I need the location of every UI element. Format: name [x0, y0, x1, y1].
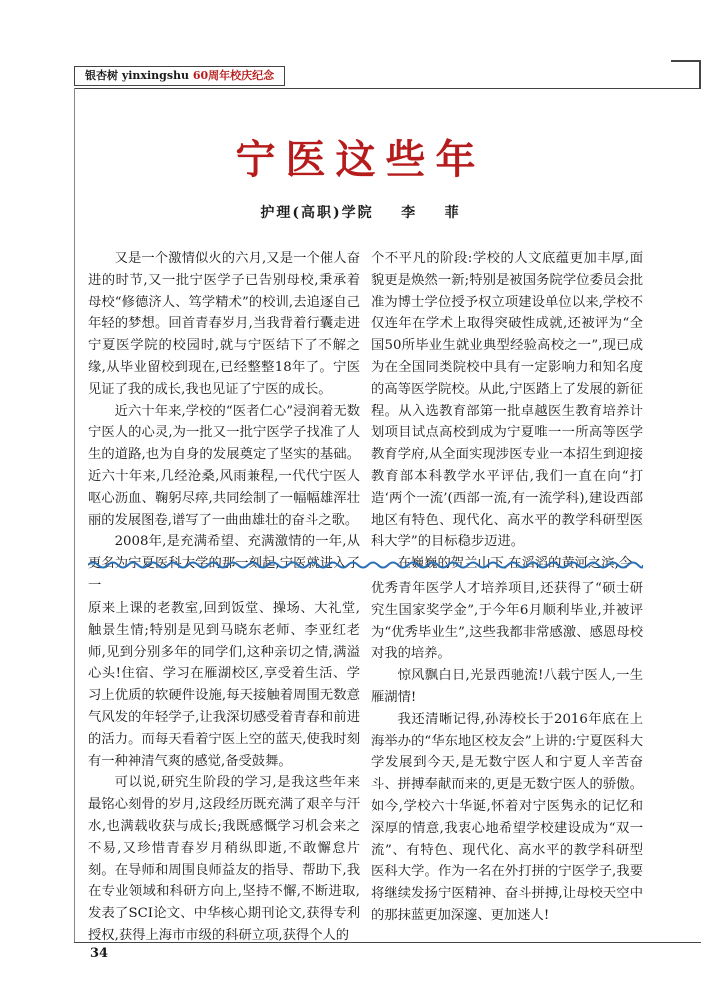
paragraph: 我还清晰记得,孙涛校长于2016年底在上海举办的“华东地区校友会”上讲的:宁夏医科大学发展到今天,是无数宁医人和宁夏人辛苦奋斗、拼搏奉献而来的,更是无数宁医人的骄傲。如今,学校六十华诞,怀着对宁医隽永的记忆和深厚的情意,我衷心地希望学校建设成为“双一流”、有特色、现代化、高水平的教学科研型医科大学。作为一名在外打拼的宁医学子,我要将继续发扬宁医精神、奋斗拼搏,让母校天空中的那抹蓝更加深邃、更加迷人!: [371, 711, 643, 923]
journal-pinyin: yinxingshu: [121, 69, 190, 82]
paragraph: 原来上课的老教室,回到饭堂、操场、大礼堂,触景生情;特别是见到马晓东老师、李亚红老师,见到分别多年的同学们,这种亲切之情,满溢心头!住宿、学习在雁湖校区,享受着生活、学习上优质的软硬件设施,每天接触着周围无数意气风发的年轻学子,让我深切感受着青春和前进的活力。而每天看着宁医上空的蓝天,使我时刻有一种神清气爽的感觉,备受鼓舞。: [88, 601, 360, 769]
column-top-right: [371, 248, 643, 575]
paragraph: 近六十年来,学校的“医者仁心”浸润着无数宁医人的心灵,为一批又一批宁医学子找准了人生的道路,也为自身的发展奠定了坚实的基础。近六十年来,几经沧桑,风雨兼程,一代代宁医人呕心沥血、鞠躬尽瘁,共同绘制了一幅幅雄浑壮丽的发展图卷,谱写了一曲曲雄壮的奋斗之歌。: [88, 403, 360, 528]
paragraph: 惊风飘白日,光景西驰流!八载宁医人,一生雁湖情!: [371, 668, 643, 705]
paragraph: 2008年,是充满希望、充满激情的一年,从更名为宁夏医科大学的那一刻起,宁医就进入了一: [88, 534, 360, 593]
paragraph: 个不平凡的阶段:学校的人文底蕴更加丰厚,面貌更是焕然一新;特别是被国务院学位委员会批准为博士学位授予权立项建设单位以来,学校不仅连年在学术上取得突破性成就,还被评为“全国50所毕业生就业典型经验高校之一”,现已成为在全国同类院校中具有一定影响力和知名度的高等医学院校。从此,宁医踏上了发展的新征程。从入选教育部第一批卓越医生教育培养计划项目试点高校到成为宁夏唯一一所高等医学教育学府,从全面实现涉医专业一本招生到迎接教育部本科教学水平评估,我们一直在向“打造‘两个一流’(西部一流,有一流学科),建设西部地区有特色、现代化、高水平的教学科研型医科大学”的目标稳步迈进。: [371, 251, 643, 550]
column-top-left: [88, 248, 360, 597]
anniversary-label: 60周年校庆纪念: [192, 69, 275, 82]
wave-divider: [88, 560, 643, 570]
header-corner-ornament: [671, 60, 701, 88]
column-bottom-right: [371, 578, 643, 927]
paragraph: 优秀青年医学人才培养项目,还获得了“硕士研究生国家奖学金”,于今年6月顺利毕业,并被评为“优秀毕业生”,这些我都非常感激、感恩母校对我的培养。: [371, 581, 643, 662]
paragraph: 又是一个激情似火的六月,又是一个催人奋进的时节,又一批宁医学子已告别母校,秉承着母校“修德济人、笃学精术”的校训,去追逐自己年轻的梦想。回首青春岁月,当我背着行囊走进宁夏医学院的校园时,就与宁医结下了不解之缘,从毕业留校到现在,已经整整18年了。宁医见证了我的成长,我也见证了宁医的成长。: [88, 251, 360, 397]
article-title: 宁医这些年: [235, 136, 486, 183]
paragraph: 可以说,研究生阶段的学习,是我这些年来最铭心刻骨的岁月,这段经历既充满了艰辛与汗水,也满载收获与成长;我既感慨学习机会来之不易,又珍惜青春岁月稍纵即逝,不敢懈怠片刻。在导师和周围良师益友的指导、帮助下,我在专业领域和科研方向上,坚持不懈,不断进取,发表了SCI论文、中华核心期刊论文,获得专利授权,获得上海市市级的科研立项,获得个人的: [88, 775, 360, 943]
journal-header-badge: [74, 66, 285, 86]
article-byline: 护理(高职)学院 李 菲: [260, 205, 461, 221]
column-bottom-left: [88, 598, 360, 947]
header-rule: [74, 88, 701, 89]
paragraph: 在巍巍的贺兰山下,在滔滔的黄河之滨,今: [397, 556, 633, 572]
footer-rule: [74, 942, 701, 943]
page-number: 34: [90, 946, 109, 961]
journal-name: 银杏树: [85, 69, 118, 82]
